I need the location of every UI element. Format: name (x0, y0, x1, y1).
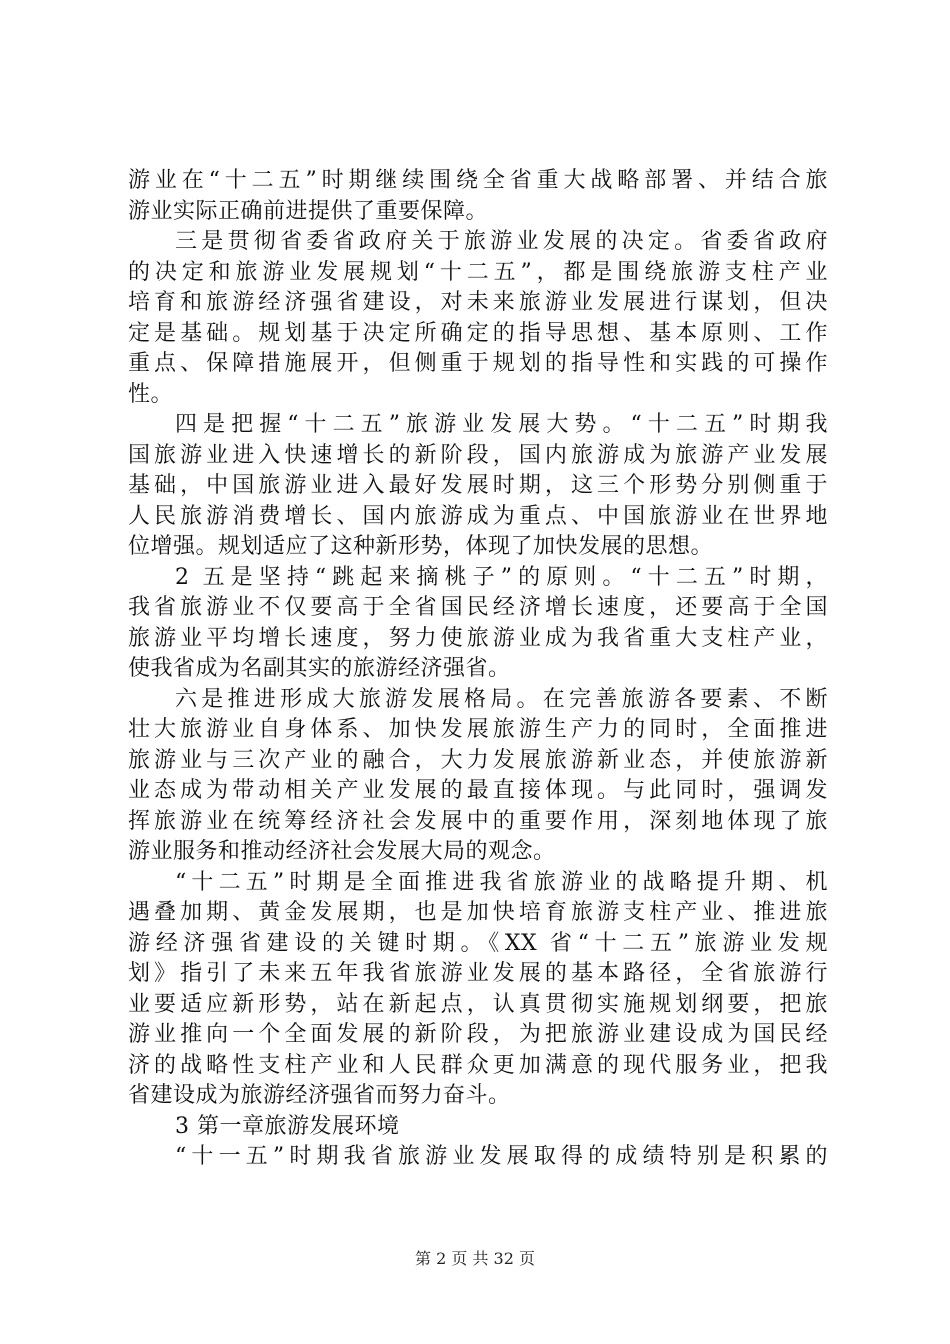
text-line: 人民旅游消费增长、国内旅游成为重点、中国旅游业在世界地 (128, 503, 828, 529)
text-line: 旅游业平均增长速度，努力使旅游业成为我省重大支柱产业， (128, 625, 828, 651)
text-line: 定是基础。规划基于决定所确定的指导思想、基本原则、工作 (128, 320, 828, 346)
text-line: 游业在“十二五”时期继续围绕全省重大战略部署、并结合旅 (128, 168, 828, 193)
text-line: 使我省成为名副其实的旅游经济强省。 (128, 656, 511, 681)
text-line: 济的战略性支柱产业和人民群众更加满意的现代服务业，把我 (128, 1052, 828, 1078)
text-line: 四是把握“十二五”旅游业发展大势。“十二五”时期我 (175, 412, 828, 437)
text-line: 游经济强省建设的关键时期。《XX 省“十二五”旅游业发规 (128, 930, 828, 956)
text-line: 培育和旅游经济强省建设，对未来旅游业发展进行谋划，但决 (128, 290, 828, 315)
document-body (128, 166, 828, 1173)
text-line: 三是贯彻省委省政府关于旅游业发展的决定。省委省政府 (175, 229, 828, 254)
text-line: 重点、保障措施展开，但侧重于规划的指导性和实践的可操作 (128, 351, 828, 376)
text-line: 2 五是坚持“跳起来摘桃子”的原则。“十二五”时期， (175, 564, 828, 590)
text-line: 基础，中国旅游业进入最好发展时期，这三个形势分别侧重于 (128, 473, 828, 498)
text-line: 壮大旅游业自身体系、加快发展旅游生产力的同时，全面推进 (128, 717, 828, 742)
text-line: 游业实际正确前进提供了重要保障。 (128, 198, 489, 224)
text-line: 的决定和旅游业发展规划“十二五”，都是围绕旅游支柱产业 (128, 259, 828, 285)
page-footer: 第 2 页 共 32 页 (415, 1249, 535, 1268)
text-line: 国旅游业进入快速增长的新阶段，国内旅游成为旅游产业发展 (128, 442, 828, 468)
text-line: 业要适应新形势，站在新起点，认真贯彻实施规划纲要，把旅 (128, 991, 828, 1017)
text-line: 业态成为带动相关产业发展的最直接体现。与此同时，强调发 (128, 778, 828, 803)
text-line: 性。 (128, 381, 174, 407)
text-line: “十一五”时期我省旅游业发展取得的成绩特别是积累的 (175, 1144, 828, 1169)
text-line: 六是推进形成大旅游发展格局。在完善旅游各要素、不断 (175, 686, 828, 712)
text-line: 位增强。规划适应了这种新形势，体现了加快发展的思想。 (128, 534, 714, 559)
text-line: 挥旅游业在统筹经济社会发展中的重要作用，深刻地体现了旅 (128, 808, 828, 834)
text-line: 遇叠加期、黄金发展期，也是加快培育旅游支柱产业、推进旅 (128, 900, 828, 925)
text-line: 3 第一章旅游发展环境 (175, 1113, 400, 1139)
text-line: 游业推向一个全面发展的新阶段，为把旅游业建设成为国民经 (128, 1022, 828, 1047)
text-line: 划》指引了未来五年我省旅游业发展的基本路径，全省旅游行 (128, 961, 828, 986)
text-line: 我省旅游业不仅要高于全省国民经济增长速度，还要高于全国 (128, 595, 828, 620)
text-line: 省建设成为旅游经济强省而努力奋斗。 (128, 1083, 511, 1108)
text-line: 游业服务和推动经济社会发展大局的观念。 (128, 839, 556, 864)
text-line: “十二五”时期是全面推进我省旅游业的战略提升期、机 (175, 869, 828, 895)
text-line: 旅游业与三次产业的融合，大力发展旅游新业态，并使旅游新 (128, 747, 828, 773)
